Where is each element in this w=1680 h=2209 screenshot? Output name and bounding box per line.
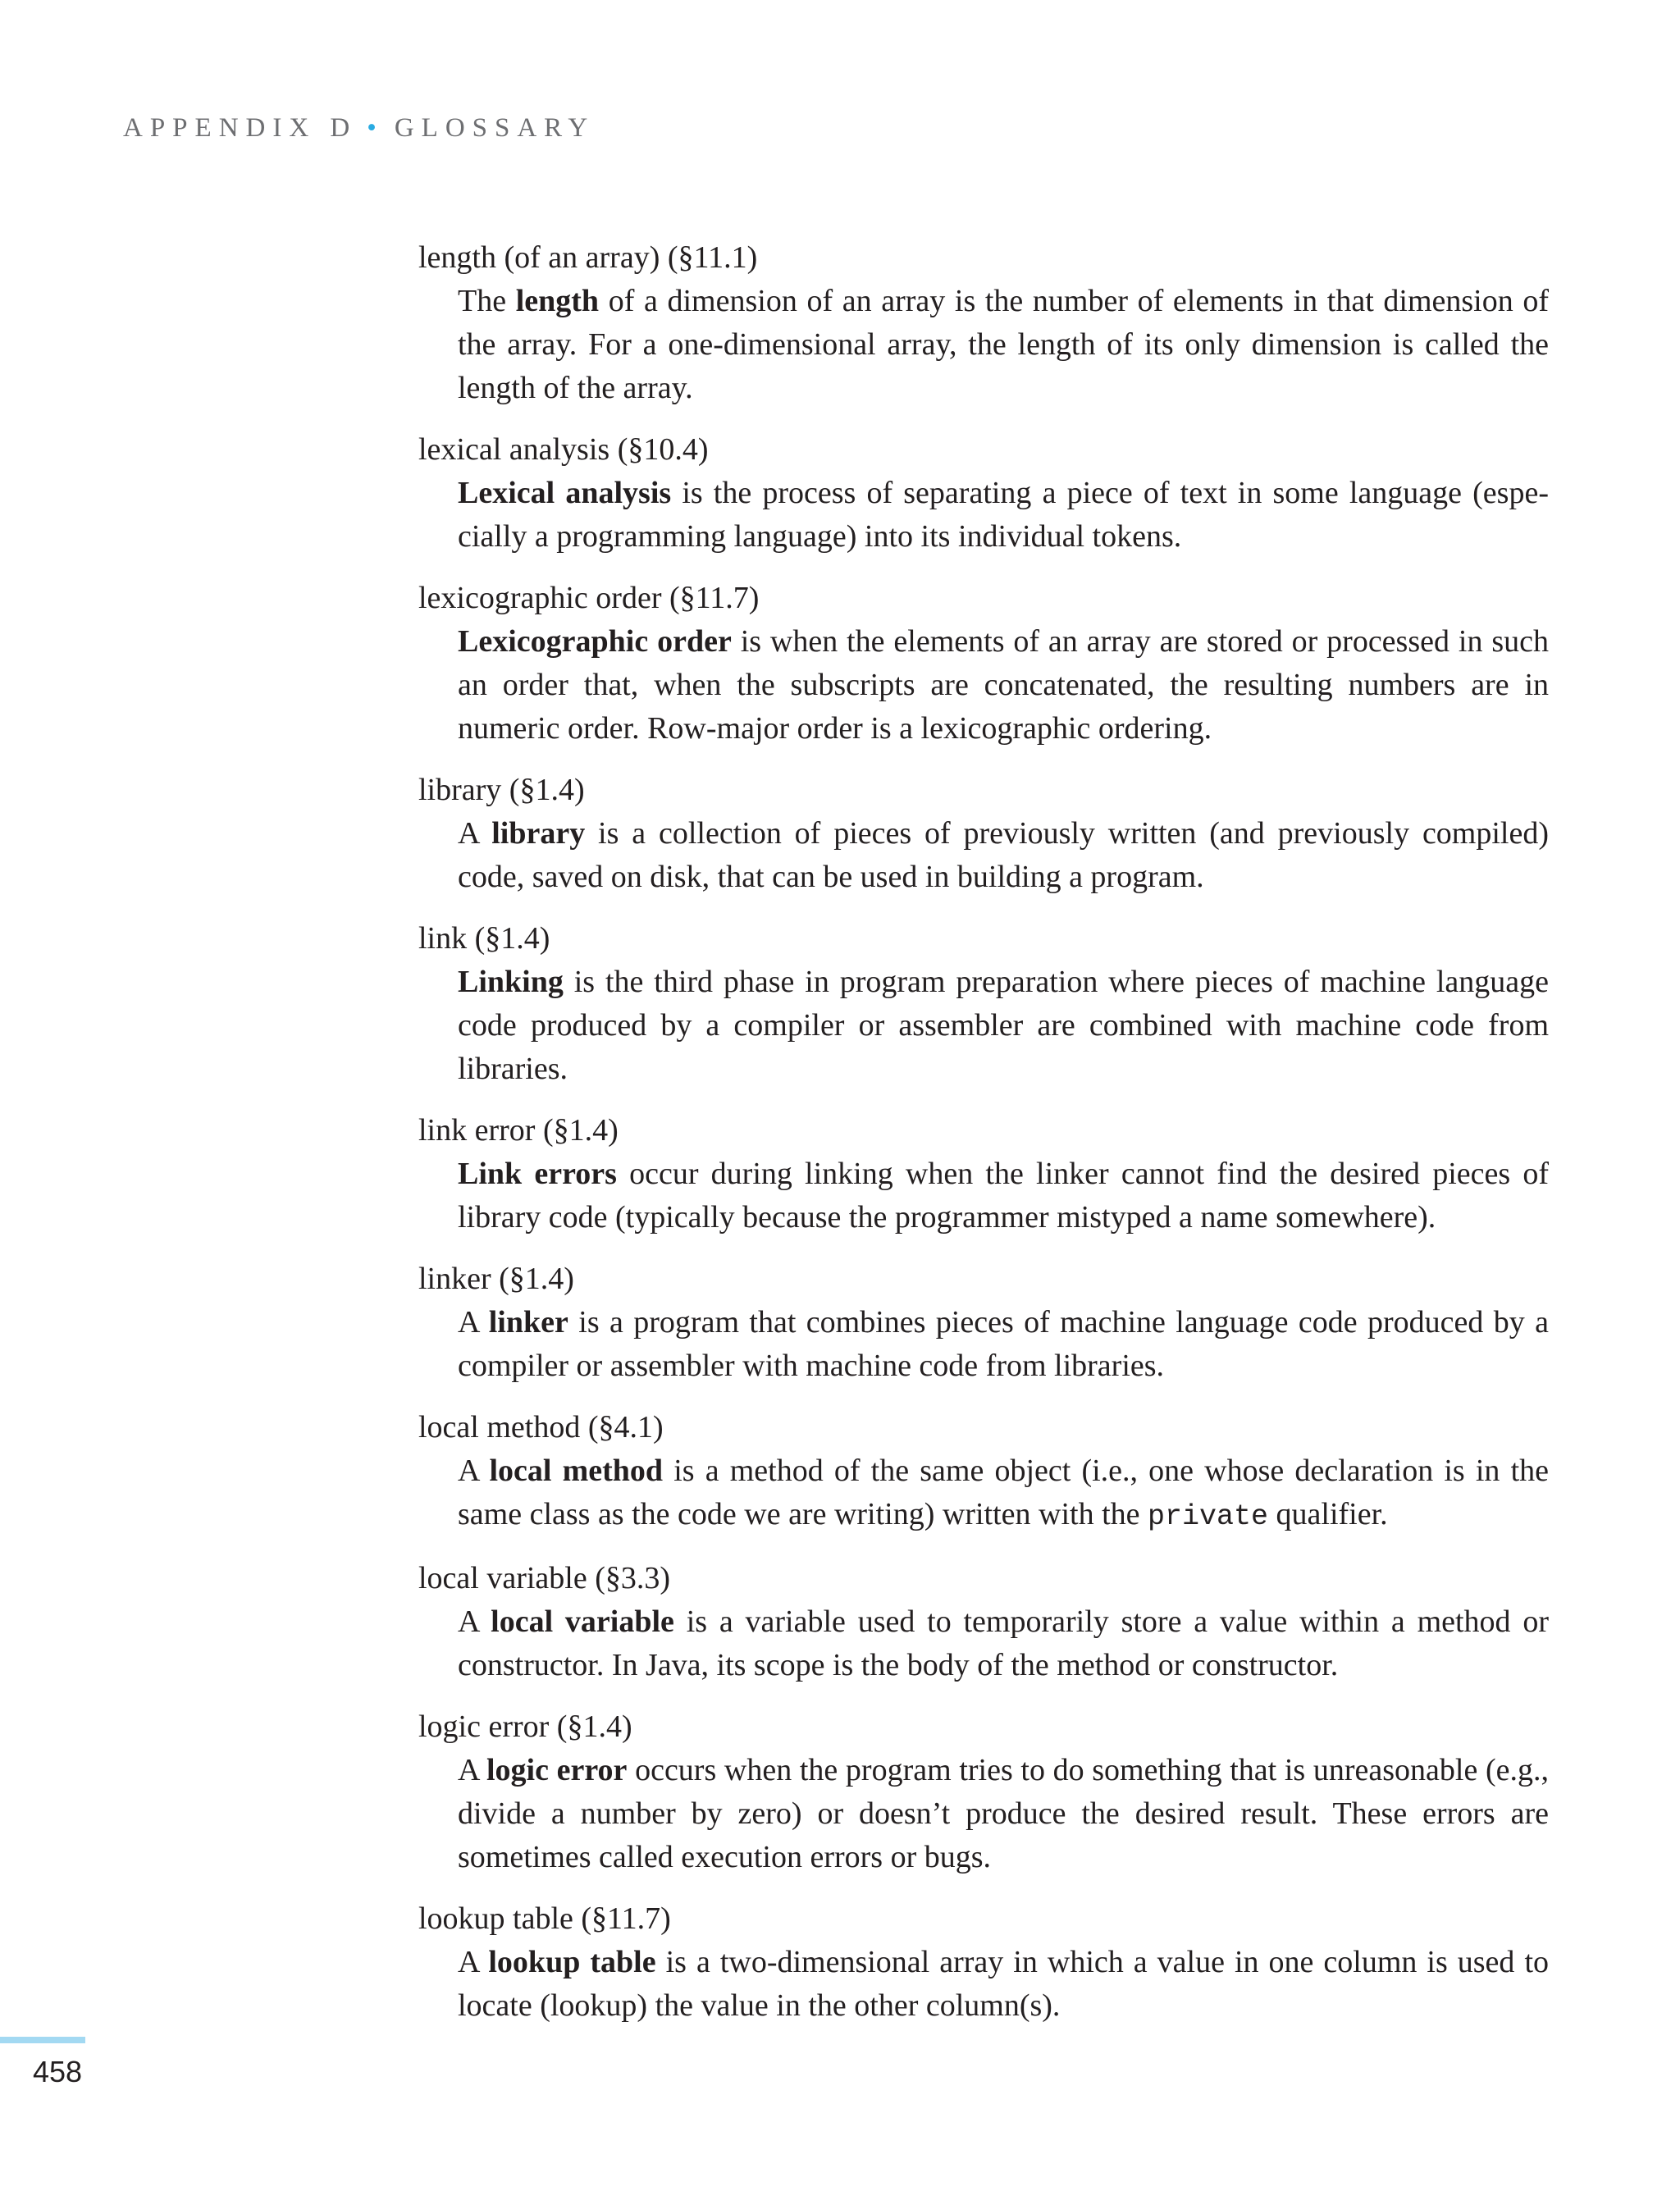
definition-text: is a two-dimensional array in which a value in one column is used to locate (lookup) the value in the other column(s). <box>458 1945 1549 2023</box>
definition-text: A <box>458 1604 491 1639</box>
glossary-term: linker (§1.4) <box>418 1262 574 1296</box>
running-head-section: APPENDIX D <box>123 113 358 143</box>
definition-text: of a dimension of an array is the number of elements in that dimension of the array. For a one-dimensional array, the length of its only dimension is called the length of the array. <box>458 284 1550 405</box>
glossary-keyword: local method <box>489 1454 664 1488</box>
glossary-keyword: Linking <box>458 965 564 999</box>
glossary-keyword: Link errors <box>458 1157 617 1191</box>
definition-text: A <box>458 1753 486 1787</box>
glossary-term: library (§1.4) <box>418 773 585 807</box>
running-head-bullet-icon: • <box>367 113 377 143</box>
glossary-keyword: linker <box>488 1305 568 1340</box>
glossary-definition <box>418 812 1549 899</box>
glossary-keyword: length <box>515 284 600 318</box>
glossary-keyword: local variable <box>491 1604 674 1639</box>
definition-text: is a variable used to temporarily store a value within a method or constructor. In Java, its scope is the body of the method or constructor. <box>458 1604 1549 1682</box>
definition-text: A <box>458 1454 490 1488</box>
definition-text: A <box>458 1305 489 1340</box>
glossary-keyword: lookup table <box>488 1945 656 1979</box>
glossary-term: length (of an array) (§11.1) <box>418 240 758 275</box>
glossary-term: link error (§1.4) <box>418 1113 619 1148</box>
glossary-entry <box>418 1257 1549 1388</box>
glossary-term: lexicographic order (§11.7) <box>418 581 760 615</box>
glossary-definition <box>418 280 1549 410</box>
glossary-definition <box>418 1449 1549 1539</box>
code-keyword: private <box>1148 1500 1269 1533</box>
page-number: 458 <box>33 2055 83 2088</box>
glossary-term: local method (§4.1) <box>418 1410 664 1445</box>
definition-text: qualifier. <box>1268 1497 1388 1531</box>
glossary-entry <box>418 1406 1549 1539</box>
definition-text: is a collection of pieces of previously written (and previously compiled) code, saved on disk, that can be used in building a program. <box>458 816 1549 894</box>
glossary-keyword: Lexical analysis <box>458 476 672 510</box>
glossary-keyword: library <box>491 816 586 851</box>
definition-text: The <box>458 284 516 318</box>
definition-text: is when the elements of an array are stored or processed in such an order that, when the subscripts are concatenated, the resulting numbers are in numeric order. Row-major order is a lexicographic ordering. <box>458 624 1549 746</box>
glossary-definition <box>418 620 1549 751</box>
glossary-definition <box>418 1749 1549 1879</box>
glossary-list <box>418 236 1549 2046</box>
running-head-title: GLOSSARY <box>394 113 596 143</box>
glossary-term: lookup table (§11.7) <box>418 1901 671 1936</box>
glossary-entry <box>418 428 1549 559</box>
definition-text: is the third phase in program preparation where pieces of machine language code produced by a compiler or assembler are combined with machine code from libraries. <box>458 965 1549 1086</box>
definition-text: is a program that combines pieces of machine language code produced by a compiler or assembler with machine code from libraries. <box>458 1305 1549 1383</box>
glossary-keyword: Lexicographic order <box>458 624 732 659</box>
glossary-definition <box>418 1941 1549 2028</box>
glossary-term: logic error (§1.4) <box>418 1709 632 1744</box>
definition-text: A <box>458 816 492 851</box>
glossary-definition <box>418 1600 1549 1687</box>
glossary-entry <box>418 1109 1549 1239</box>
definition-text: is a method of the same object (i.e., one whose declaration is in the same class as the code we are writing) written with the <box>458 1454 1549 1531</box>
glossary-entry <box>418 1897 1549 2028</box>
glossary-entry <box>418 577 1549 751</box>
glossary-entry <box>418 769 1549 899</box>
glossary-keyword: logic error <box>486 1753 628 1787</box>
glossary-entry <box>418 1557 1549 1687</box>
glossary-entry <box>418 236 1549 410</box>
glossary-definition <box>418 1301 1549 1388</box>
glossary-definition <box>418 1152 1549 1239</box>
page-number-bar <box>0 2037 85 2043</box>
definition-text: occurs when the program tries to do something that is unreasonable (e.g., divide a number by zero) or doesn’t produce the desired result. These errors are sometimes called execution errors or bugs. <box>458 1753 1549 1874</box>
glossary-entry <box>418 917 1549 1091</box>
glossary-definition <box>418 472 1549 559</box>
glossary-term: local variable (§3.3) <box>418 1561 671 1595</box>
running-head <box>123 113 595 144</box>
glossary-term: link (§1.4) <box>418 921 550 956</box>
glossary-term: lexical analysis (§10.4) <box>418 432 709 467</box>
definition-text: is the process of separating a piece of text in some language (espe-cially a programming language) into its individual tokens. <box>458 476 1549 554</box>
definition-text: A <box>458 1945 489 1979</box>
glossary-entry <box>418 1705 1549 1879</box>
glossary-definition <box>418 961 1549 1091</box>
definition-text: occur during linking when the linker cannot find the desired pieces of library code (typically because the programmer mistyped a name somewhere). <box>458 1157 1549 1235</box>
